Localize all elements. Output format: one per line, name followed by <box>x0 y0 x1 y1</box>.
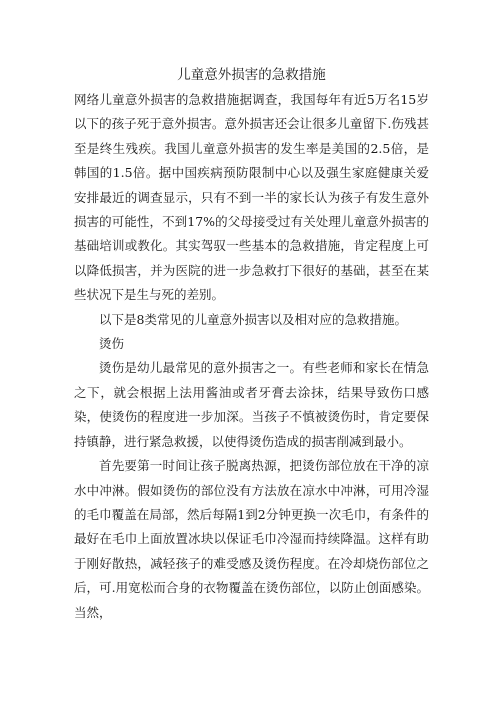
paragraph-burns-first-aid: 首先要第一时间让孩子脱离热源，把烫伤部位放在干净的凉水中冲淋。假如烫伤的部位没有方法放在凉水中冲淋，可用冷湿的毛巾覆盖在局部，然后每隔1到2分钟更换一次毛巾，有条件的最好在毛巾上面放置冰块以保证毛巾冷湿而持续降温。这样有助于刚好散热，减轻孩子的难受感及烫伤程度。在冷却烧伤部位之后，可.用宽松而合身的衣物覆盖在烫伤部位，以防止创面感染。当然， <box>74 458 429 620</box>
document-title: 儿童意外损害的急救措施 <box>177 67 326 83</box>
paragraph-intro: 网络儿童意外损害的急救措施据调查，我国每年有近5万名15岁以下的孩子死于意外损害。意外损害还会让很多儿童留下.伤残甚至是终生残疾。我国儿童意外损害的发生率是美国的2.5倍，是韩国的1.5倍。据中国疾病预防限制中心以及强生家庭健康关爱安排最近的调查显示，只有不到一半的家长认为孩子有发生意外损害的可能性，不到17%的父母接受过有关处理儿童意外损害的基础培训或教化。其实驾驭一些基本的急救措施，肯定程度上可以降低损害，并为医院的进一步急救打下很好的基础，甚至在某些状况下是生与死的差别。 <box>74 92 429 303</box>
paragraph-list-intro: 以下是8类常见的儿童意外损害以及相对应的急救措施。 <box>99 311 407 327</box>
section-heading-burns: 烫伤 <box>99 336 125 352</box>
document-page <box>74 64 429 625</box>
paragraph-burns-description: 烫伤是幼儿最常见的意外损害之一。有些老师和家长在情急之下，就会根据上法用酱油或者牙膏去涂抹，结果导致伤口感染，使烫伤的程度进一步加深。当孩子不慎被烫伤时，肯定要保持镇静，进行紧急救援，以使得烫伤造成的损害削减到最小。 <box>74 360 429 449</box>
